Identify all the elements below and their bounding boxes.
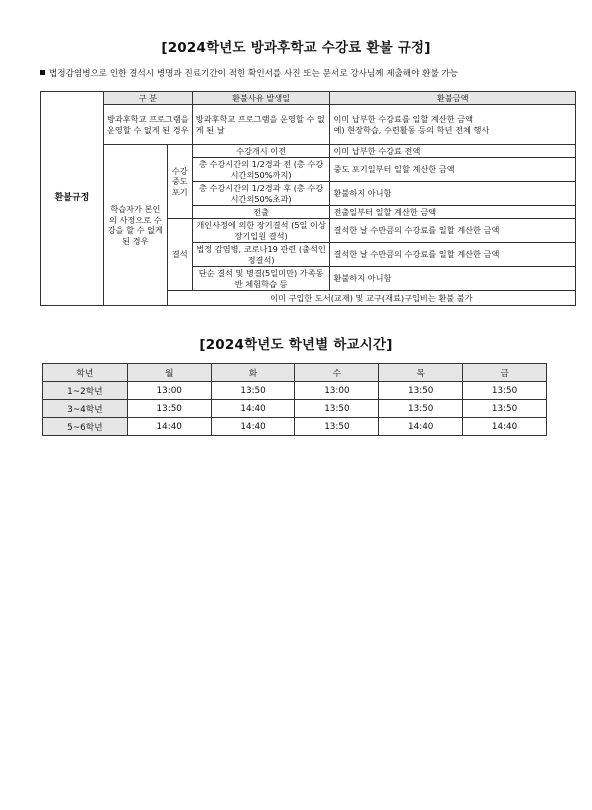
- notice-line: [40, 67, 580, 79]
- case2-amount-4: 결석한 날 수만큼의 수강료를 일할 계산한 금액: [330, 219, 576, 243]
- case2-occurrence-3: 전출: [192, 206, 330, 219]
- time-cell: 13:50: [463, 400, 547, 418]
- case1-amount-line2: 예) 현장학습, 수련활동 등의 학년 전체 행사: [333, 124, 490, 135]
- case2-amount-6: 환불하지 아니함: [330, 267, 576, 291]
- case1-occurrence: 방과후학교 프로그램을 운영할 수 없게 된 날: [192, 105, 330, 145]
- case2-quit-label: 수강 중도 포기: [167, 145, 192, 219]
- time-cell: 14:40: [127, 418, 211, 436]
- time-cell: 13:00: [295, 382, 379, 400]
- refund-row-label: 환불규정: [41, 92, 104, 306]
- header-amount: 환불금액: [330, 92, 576, 105]
- schedule-header-thu: 목: [379, 364, 463, 382]
- grade-cell: 5~6학년: [43, 418, 128, 436]
- case2-amount-0: 이미 납부한 수강료 전액: [330, 145, 576, 158]
- dismissal-time-title: [2024학년도 학년별 하교시간]: [199, 337, 393, 353]
- table-row: [43, 400, 547, 418]
- square-bullet-icon: [40, 70, 45, 75]
- case2-absence-label: 결석: [167, 219, 192, 291]
- case2-occurrence-0: 수강개시 이전: [192, 145, 330, 158]
- time-cell: 14:40: [211, 418, 295, 436]
- schedule-header-grade: 학년: [43, 364, 128, 382]
- time-cell: 13:50: [379, 382, 463, 400]
- time-cell: 14:40: [463, 418, 547, 436]
- case2-amount-2: 환불하지 아니함: [330, 182, 576, 206]
- time-cell: 13:50: [295, 418, 379, 436]
- grade-cell: 1~2학년: [43, 382, 128, 400]
- dismissal-time-table: [42, 363, 547, 436]
- case2-occurrence-1: 총 수강시간의 1/2경과 전 (총 수강시간의50%까지): [192, 158, 330, 182]
- schedule-header-mon: 월: [127, 364, 211, 382]
- table-row: [43, 418, 547, 436]
- case2-amount-3: 전출일부터 일할 계산한 금액: [330, 206, 576, 219]
- schedule-header-wed: 수: [295, 364, 379, 382]
- case1-amount-line1: 이미 납부한 수강료를 일할 계산한 금액: [333, 114, 474, 124]
- case2-category: 학습자가 본인의 사정으로 수강을 할 수 없게 된 경우: [103, 145, 167, 306]
- refund-policy-title: [2024학년도 방과후학교 수강료 환불 규정]: [161, 40, 431, 56]
- time-cell: 14:40: [211, 400, 295, 418]
- notice-text: 법정감염병으로 인한 결석시 병명과 진료기간이 적힌 확인서를 사진 또는 문서로 강사님께 제출해야 환불 가능: [49, 69, 459, 79]
- case1-amount: [330, 105, 576, 145]
- grade-cell: 3~4학년: [43, 400, 128, 418]
- time-cell: 13:50: [295, 400, 379, 418]
- time-cell: 13:50: [379, 400, 463, 418]
- case2-amount-1: 중도 포기일부터 일할 계산한 금액: [330, 158, 576, 182]
- time-cell: 13:50: [463, 382, 547, 400]
- schedule-header-fri: 금: [463, 364, 547, 382]
- case2-occurrence-6: 단순 결석 및 병결(5일미만) 가족동반 체험학습 등: [192, 267, 330, 291]
- time-cell: 13:50: [127, 400, 211, 418]
- table-row: [43, 382, 547, 400]
- time-cell: 14:40: [379, 418, 463, 436]
- schedule-header-tue: 화: [211, 364, 295, 382]
- case2-occurrence-4: 개인사정에 의한 장기결석 (5일 이상 장기입원 결석): [192, 219, 330, 243]
- header-occurrence: 환불사유 발생일: [192, 92, 330, 105]
- case2-occurrence-2: 총 수강시간의 1/2경과 후 (총 수강시간의50%초과): [192, 182, 330, 206]
- time-cell: 13:50: [211, 382, 295, 400]
- time-cell: 13:00: [127, 382, 211, 400]
- refund-footer: 이미 구입한 도서(교재) 및 교구(재료)구입비는 환불 불가: [167, 291, 575, 306]
- case2-amount-5: 결석한 날 수만큼의 수강료를 일할 계산한 금액: [330, 243, 576, 267]
- refund-policy-table: [40, 91, 576, 306]
- header-category: 구 분: [103, 92, 192, 105]
- case1-category: 방과후학교 프로그램을 운영할 수 없게 된 경우: [103, 105, 192, 145]
- case2-occurrence-5: 법정 감염병, 코로나19 관련 (출석인정결석): [192, 243, 330, 267]
